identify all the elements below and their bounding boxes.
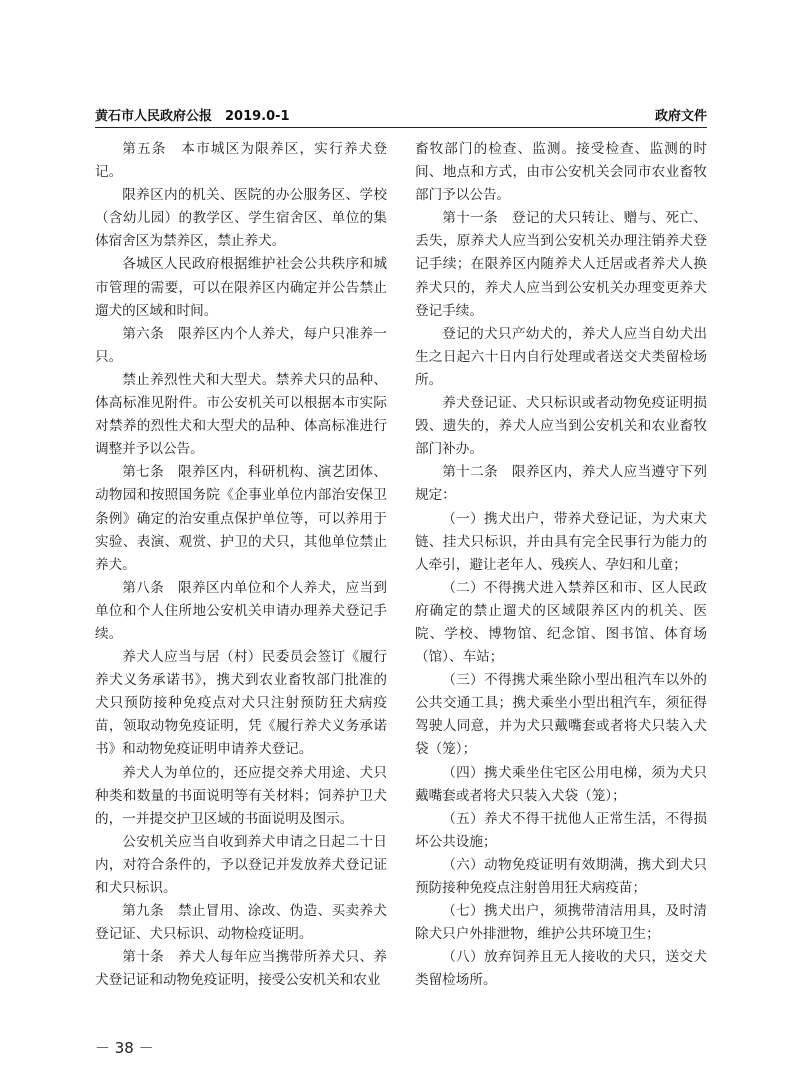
paragraph: 第十一条 登记的犬只转让、赠与、死亡、丢失，原养犬人应当到公安机关办理注销养犬登记手续；在限养区内随养犬人迁居或者养犬人换养犬只的，养犬人应当到公安机关办理变更养犬登记手续。 bbox=[415, 210, 707, 319]
page-number: － 38 － bbox=[95, 1039, 154, 1057]
paragraph: （一）携犬出户，带养犬登记证，为犬束犬链、挂犬只标识，并由具有完全民事行为能力的人牵引，避让老年人、残疾人、孕妇和儿童； bbox=[415, 510, 707, 573]
running-header bbox=[95, 105, 707, 127]
paragraph: 各城区人民政府根据维护社会公共秩序和城市管理的需要，可以在限养区内确定并公告禁止遛犬的区域和时间。 bbox=[95, 256, 387, 319]
paragraph: 养犬人应当与居（村）民委员会签订《履行养犬义务承诺书》，携犬到农业畜牧部门批准的犬只预防接种免疫点对犬只注射预防狂犬病疫苗，领取动物免疫证明，凭《履行养犬义务承诺书》和动物免疫证明申请养犬登记。 bbox=[95, 649, 387, 758]
paragraph: 第十条 养犬人每年应当携带所养犬只、养犬登记证和动物免疫证明，接受公安机关和农业 bbox=[95, 949, 387, 989]
paragraph: （七）携犬出户，须携带清洁用具，及时清除犬只户外排泄物，维护公共环境卫生； bbox=[415, 903, 707, 943]
paragraph: 第九条 禁止冒用、涂改、伪造、买卖养犬登记证、犬只标识、动物检疫证明。 bbox=[95, 903, 387, 943]
paragraph: （五）养犬不得干扰他人正常生活，不得损坏公共设施； bbox=[415, 810, 707, 850]
paragraph: 第十二条 限养区内，养犬人应当遵守下列规定： bbox=[415, 464, 707, 504]
paragraph: 限养区内的机关、医院的办公服务区、学校（含幼儿园）的教学区、学生宿舍区、单位的集体宿舍区为禁养区，禁止养犬。 bbox=[95, 187, 387, 250]
paragraph: 第八条 限养区内单位和个人养犬，应当到单位和个人住所地公安机关申请办理养犬登记手续。 bbox=[95, 579, 387, 642]
paragraph: 养犬登记证、犬只标识或者动物免疫证明损毁、遗失的，养犬人应当到公安机关和农业畜牧部门补办。 bbox=[415, 395, 707, 458]
paragraph: 第七条 限养区内，科研机构、演艺团体、动物园和按照国务院《企事业单位内部治安保卫条例》确定的治安重点保护单位等，可以养用于实验、表演、观赏、护卫的犬只，其他单位禁止养犬。 bbox=[95, 464, 387, 573]
paragraph: 第五条 本市城区为限养区，实行养犬登记。 bbox=[95, 141, 387, 181]
journal-title: 黄石市人民政府公报 2019.0-1 bbox=[95, 109, 290, 124]
paragraph: 第六条 限养区内个人养犬，每户只准养一只。 bbox=[95, 325, 387, 365]
paragraph: （八）放弃饲养且无人接收的犬只，送交犬类留检场所。 bbox=[415, 949, 707, 989]
paragraph: 养犬人为单位的，还应提交养犬用途、犬只种类和数量的书面说明等有关材料；饲养护卫犬的，一并提交护卫区域的书面说明及图示。 bbox=[95, 764, 387, 827]
section-label: 政府文件 bbox=[654, 109, 707, 124]
paragraph: （三）不得携犬乘坐除小型出租汽车以外的公共交通工具；携犬乘坐小型出租汽车，须征得驾驶人同意，并为犬只戴嘴套或者将犬只装入犬袋（笼）； bbox=[415, 672, 707, 758]
left-column bbox=[95, 138, 387, 992]
paragraph-continuation: 畜牧部门的检查、监测。接受检查、监测的时间、地点和方式，由市公安机关会同市农业畜牧部门予以公告。 bbox=[415, 141, 707, 204]
right-column bbox=[415, 138, 707, 992]
paragraph: 禁止养烈性犬和大型犬。禁养犬只的品种、体高标准见附件。市公安机关可以根据本市实际对禁养的烈性犬和大型犬的品种、体高标准进行调整并予以公告。 bbox=[95, 371, 387, 458]
paragraph: 登记的犬只产幼犬的，养犬人应当自幼犬出生之日起六十日内自行处理或者送交犬类留检场所。 bbox=[415, 325, 707, 388]
paragraph: （二）不得携犬进入禁养区和市、区人民政府确定的禁止遛犬的区域限养区内的机关、医院、学校、博物馆、纪念馆、图书馆、体育场（馆）、车站； bbox=[415, 579, 707, 666]
paragraph: （四）携犬乘坐住宅区公用电梯，须为犬只戴嘴套或者将犬只装入犬袋（笼）； bbox=[415, 764, 707, 804]
paragraph: （六）动物免疫证明有效期满，携犬到犬只预防接种免疫点注射兽用狂犬病疫苗； bbox=[415, 856, 707, 896]
header-rule bbox=[95, 127, 707, 128]
paragraph: 公安机关应当自收到养犬申请之日起二十日内，对符合条件的，予以登记并发放养犬登记证和犬只标识。 bbox=[95, 833, 387, 896]
